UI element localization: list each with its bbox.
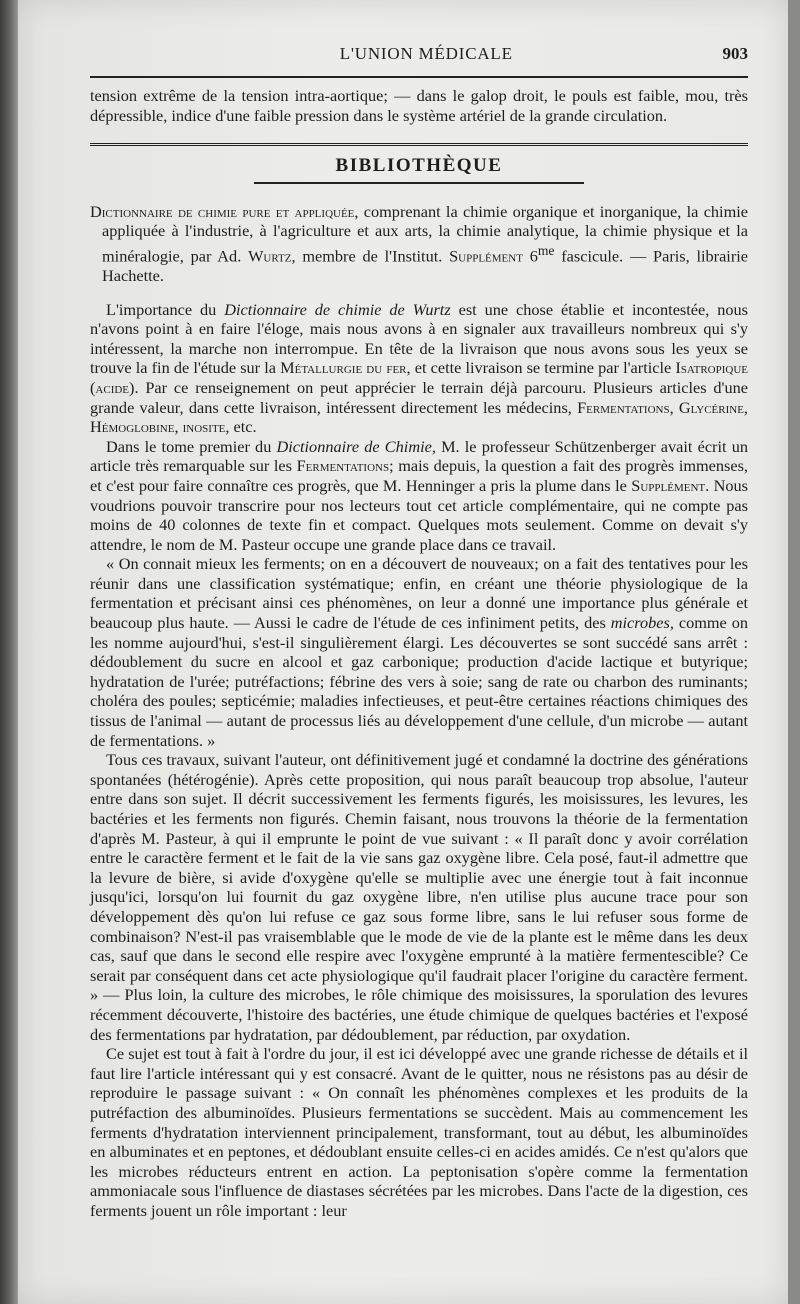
text-run: . Nous voudrions pouvoir transcrire pour nos lecteurs tout cet article complémentaire, qui ne compte pas moins de 40 colonnes de texte fin et compact. Quelques mots seulement. Comme on devait s'y attendre, le nom de M. Pasteur occupe une grande place dans ce travail. bbox=[90, 475, 748, 554]
section-title-rule bbox=[254, 182, 584, 184]
page-sheet bbox=[18, 0, 788, 1304]
section-title: BIBLIOTHÈQUE bbox=[335, 155, 503, 177]
text-run: comme on les nomme aujourd'hui, s'est-il singulièrement élargi. Les découvertes se sont succédé sans arrêt : dédoublement du sucre en alcool et gaz carbonique; production d'acide lactique et butyrique; hydratation de l'urée; putréfactions; fébrine des vers à soie; sang de rate ou charbon des ruminants; choléra des poules; septicémie; maladies infectieuses, et peut-être certaines réactions chimiques des tissus de l'animal — autant de processus liés au développement d'une cellule, d'un microbe — autant de fermentations. » bbox=[90, 613, 748, 750]
reference-fascicule-number: 6 bbox=[522, 246, 538, 266]
smallcaps-term: Supplément bbox=[631, 475, 706, 495]
header-rule bbox=[90, 76, 748, 78]
smallcaps-term: Fermentations, Glycérine, Hémoglobine, inosite bbox=[90, 397, 748, 437]
reference-title: Dictionnaire de chimie pure et appliquée, bbox=[90, 201, 359, 221]
reference-fascicule-superscript: me bbox=[537, 242, 555, 258]
bibliographic-reference bbox=[90, 202, 748, 286]
reference-description: comprenant la chimie organique et inorganique, la chimie appliquée à l'industrie, à l'agriculture et aux arts, la chimie analytique, la chimie physique et la minéralogie, par Ad. bbox=[102, 201, 748, 266]
page-content bbox=[90, 44, 748, 1220]
text-run: est une chose établie et incontestée, nous n'avons point à en faire l'éloge, mais nous avons à en signaler aux travailleurs nombreux qui s'y intéressent, la marche non interrompue. En tête de la livraison que nous avons sous les yeux se trouve la fin de l'étude sur la bbox=[90, 299, 748, 378]
text-run: ; mais depuis, la question a fait des progrès immenses, et c'est pour faire connaître ces progrès, que M. Henninger a pris la plume dans le bbox=[90, 456, 749, 495]
running-header bbox=[90, 44, 748, 72]
text-run: . Par ce renseignement on peut apprécier le terrain déjà parcouru. Plusieurs articles d'une grande valeur, dans cette livraison, intéressent directement les médecins, bbox=[90, 377, 748, 417]
text-run: M. le professeur Schützenberger avait écrit un article très remarquable sur les bbox=[90, 436, 748, 476]
reference-publisher: fascicule. — Paris, librairie Hachette. bbox=[102, 246, 748, 285]
text-run: « On connait mieux les ferments; on en a découvert de nouveaux; on a fait des tentatives pour les réunir dans une classification systématique; enfin, en créant une théorie physiologique de la fermentation et précisant ainsi ces phénomènes, on leur a donné une importance plus générale et beaucoup plus haute. — Aussi le cadre de l'étude de ces infiniment petits, des bbox=[90, 554, 748, 633]
reference-supplement: Supplément bbox=[449, 246, 523, 266]
italic-term: microbes, bbox=[610, 613, 674, 633]
section-double-rule bbox=[90, 143, 748, 148]
text-run: Dans le tome premier du bbox=[106, 436, 277, 456]
continued-paragraph: tension extrême de la tension intra-aortique; — dans le galop droit, le pouls est faible, mou, très dépressible, indice d'une faible pression dans le système artériel de la grande circulation. bbox=[90, 86, 748, 125]
reference-affiliation: , membre de l'Institut. bbox=[291, 246, 450, 266]
text-run: , etc. bbox=[225, 417, 257, 437]
italic-title: Dictionnaire de Chimie, bbox=[276, 436, 436, 456]
body-paragraph-3 bbox=[90, 554, 748, 750]
smallcaps-term: Isatropique (acide) bbox=[90, 358, 749, 397]
body-paragraph-2 bbox=[90, 437, 748, 555]
book-spine-shadow bbox=[0, 0, 18, 1304]
text-run: , et cette livraison se termine par l'article bbox=[406, 358, 676, 378]
page-number: 903 bbox=[722, 44, 748, 63]
body-paragraph-4: Tous ces travaux, suivant l'auteur, ont définitivement jugé et condamné la doctrine des générations spontanées (hétérogénie). Après cette proposition, qui nous paraît beaucoup trop absolue, l'auteur entre dans son sujet. Il décrit successivement les ferments figurés, les moisissures, les levures, les bactéries et les ferments non figurés. Chemin faisant, nous trouvons la théorie de la fermentation d'après M. Pasteur, à qui il emprunte le point de vue suivant : « Il paraît donc y avoir corrélation entre le caractère ferment et le fait de la vie sans gaz oxygène libre. Cela posé, faut-il admettre que la levure de bière, si avide d'oxygène qu'elle se multiplie avec une énergie tout à fait inconnue jusqu'ici, lorsqu'on lui fournit du gaz oxygène libre, n'en utilise plus aucune trace pour son développement dès qu'on lui refuse ce gaz sous forme libre, sans le lui refuser sous forme de combinaison? N'est-il pas vraisemblable que le mode de vie de la plante est le même dans les deux cas, sauf que dans le second elle respire avec l'oxygène emprunté à la matière fermentescible? Ce serait par conséquent dans cet acte physiologique qu'il faudrait placer l'origine du caractère ferment. » — Plus loin, la culture des microbes, le rôle chimique des moisissures, la sporulation des levures récemment découverte, l'histoire des bactéries, une étude chimique de quelques bactéries et l'exposé des fermentations par hydratation, par dédoublement, par réduction, par oxydation. bbox=[90, 750, 748, 1044]
text-run: L'importance du bbox=[106, 299, 225, 319]
smallcaps-term: Métallurgie du fer bbox=[280, 358, 407, 378]
italic-title: Dictionnaire de chimie de Wurtz bbox=[224, 299, 451, 319]
smallcaps-term: Fermentations bbox=[296, 456, 390, 476]
journal-title: L'UNION MÉDICALE bbox=[339, 44, 513, 63]
body-paragraph-1 bbox=[90, 300, 748, 437]
body-paragraph-5: Ce sujet est tout à fait à l'ordre du jour, il est ici développé avec une grande richesse de détails et il faut lire l'article intéressant qui y est consacré. Avant de le quitter, nous ne résistons pas au désir de reproduire le passage suivant : « On connaît les phénomènes complexes et les produits de la putréfaction des albuminoïdes. Plusieurs fermentations se succèdent. Mais au commencement les ferments d'hydratation interviennent principalement, transformant, tout au début, les albuminoïdes en albuminates et en peptones, et dédoublant ensuite celles-ci en acides amidés. Ce n'est qu'alors que les microbes réducteurs entrent en action. La peptonisation s'opère comme la fermentation ammoniacale sous l'influence de diastases sécrétées par les microbes. Dans l'acte de la digestion, ces ferments jouent un rôle important : leur bbox=[90, 1044, 748, 1220]
reference-author: Wurtz bbox=[248, 246, 292, 266]
